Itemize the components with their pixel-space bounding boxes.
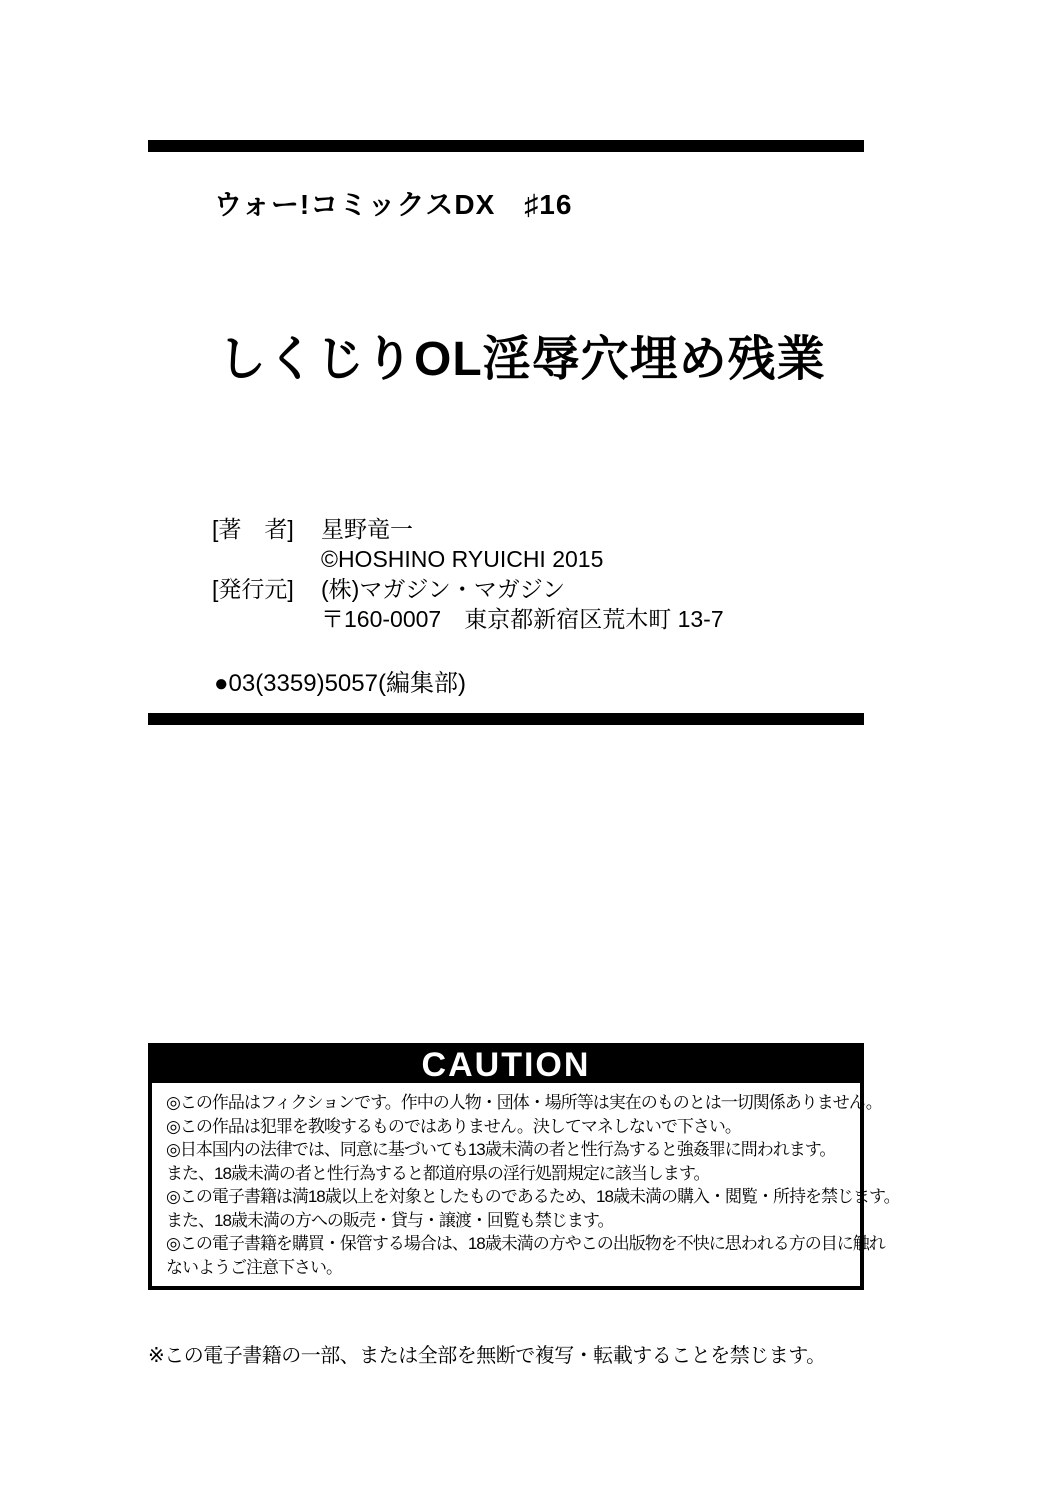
credits-block (212, 514, 724, 634)
top-divider-rule (148, 140, 864, 152)
address-label-spacer (212, 604, 321, 634)
credit-row-publisher (212, 574, 724, 604)
author-label: [著 者] (212, 516, 294, 542)
caution-line: ◎この電子書籍を購買・保管する場合は、18歳未満の方やこの出版物を不快に思われる方の目に触れ (166, 1234, 885, 1253)
caution-line: ◎日本国内の法律では、同意に基づいても13歳未満の者と性行為すると強姦罪に問われます。 (166, 1140, 836, 1159)
book-title: しくじりOL淫辱穴埋め残業 (218, 333, 826, 386)
credit-row-author (212, 514, 724, 544)
publisher-label: [発行元] (212, 576, 294, 602)
publisher-name: (株)マガジン・マガジン (321, 576, 566, 602)
author-name: 星野竜一 (321, 516, 413, 542)
copyright-label-spacer (212, 544, 321, 574)
caution-header: CAUTION (152, 1047, 860, 1083)
series-imprint-label: ウォー!コミックスDX ♯16 (214, 189, 573, 220)
caution-box (148, 1043, 900, 1290)
publisher-address: 〒160-0007 東京都新宿区荒木町 13-7 (321, 606, 724, 632)
reproduction-prohibition-note: ※この電子書籍の一部、または全部を無断で複写・転載することを禁じます。 (148, 1345, 826, 1367)
credit-row-copyright (212, 544, 724, 574)
caution-line: ◎この作品はフィクションです。作中の人物・団体・場所等は実在のものとは一切関係ありません。 (166, 1093, 882, 1112)
caution-line: ◎この作品は犯罪を教唆するものではありません。決してマネしないで下さい。 (166, 1116, 741, 1136)
caution-line: また、18歳未満の者と性行為すると都道府県の淫行処罰規定に該当します。 (166, 1163, 710, 1183)
caution-line: ないようご注意下さい。 (166, 1257, 342, 1277)
caution-line: ◎この電子書籍は満18歳以上を対象としたものであるため、18歳未満の購入・閲覧・所持を禁じます。 (166, 1187, 900, 1206)
editorial-phone-number: ●03(3359)5057(編集部) (214, 670, 466, 697)
credit-row-address (212, 604, 724, 634)
copyright-notice: ©HOSHINO RYUICHI 2015 (321, 546, 604, 572)
caution-line: また、18歳未満の方への販売・貸与・譲渡・回覧も禁じます。 (166, 1210, 614, 1230)
bottom-divider-rule (148, 713, 864, 725)
caution-body (152, 1083, 900, 1279)
